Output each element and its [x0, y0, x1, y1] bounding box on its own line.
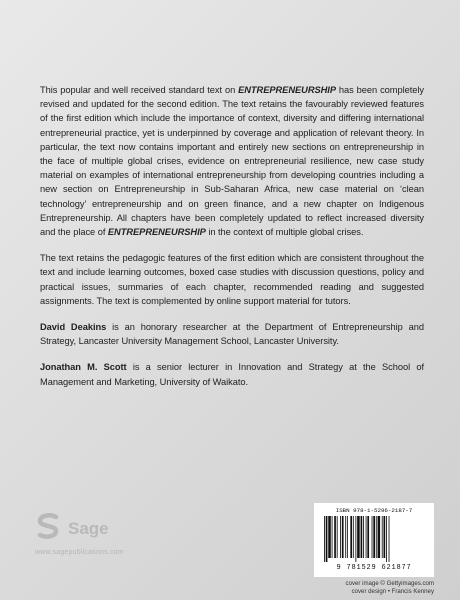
publisher-logo	[34, 512, 109, 545]
author-bio	[40, 320, 424, 348]
barcode-bar	[340, 516, 341, 558]
publisher-name: Sage	[68, 518, 109, 538]
author-bio-text: is a senior lecturer in Innovation and Strategy at the School of Management and Marketing, University of Waikato.	[40, 362, 424, 387]
barcode-bar	[386, 516, 387, 562]
blurb-text: has been completely revised and updated for the second edition. The text retains the favourably reviewed features of the first edition which include the importance of context, diversity and differing international entrepreneurial practice, yet is underpinned by coverage and application of relevant theory. In particular, the text now contains important and entirely new sections on entrepreneurship in the face of multiple global crises, evidence on entrepreneurial resilience, new case study material on examples of international entrepreneurship from developing countries including a new section on Entrepreneurship in Sub-Saharan Africa, new case material on ‘clean technology’ entrepreneurship and on green finance, and a new chapter on Indigenous Entrepreneurship. All chapters have been completely updated to reflect increased diversity and the place of	[40, 85, 425, 238]
isbn-barcode	[314, 503, 434, 577]
barcode-bar	[389, 516, 390, 562]
barcode-bar	[353, 516, 354, 558]
barcode-bar	[361, 516, 363, 558]
barcode-bar	[382, 516, 383, 558]
blurb-paragraph-2: The text retains the pedagogic features of the first edition which are consistent throughout the text and include learning outcomes, boxed case studies with discussion questions, policy and practical issues, summaries of each chapter, recommended reading and suggested assignments. The text is complemented by online support material for tutors.	[40, 253, 424, 306]
barcode-bar	[345, 516, 346, 558]
barcode-bars	[324, 516, 424, 562]
emphasis-title: ENTREPRENEURSHIP	[238, 85, 336, 95]
barcode-bar	[324, 516, 325, 562]
cover-credits	[346, 580, 434, 596]
barcode-bar	[337, 516, 338, 558]
barcode-bar	[334, 516, 336, 558]
author-bio	[40, 360, 424, 388]
isbn-label: ISBN 978-1-5296-2187-7	[335, 507, 413, 514]
barcode-bar	[342, 516, 344, 558]
emphasis-title: ENTREPRENEURSHIP	[107, 227, 206, 238]
barcode-bar	[355, 516, 356, 562]
barcode-bar	[326, 516, 328, 562]
blurb-paragraph-1	[40, 83, 424, 239]
barcode-bar	[367, 516, 369, 558]
barcode-bar	[373, 516, 375, 558]
barcode-bar	[378, 516, 381, 558]
barcode-bar	[376, 516, 377, 558]
barcode-bar	[328, 516, 331, 558]
blurb-text: This popular and well received standard text on	[40, 85, 239, 95]
barcode-bar	[366, 516, 367, 558]
barcode-bar	[363, 516, 364, 558]
cover-design-credit: cover design • Francis Kenney	[351, 588, 434, 595]
barcode-bar	[350, 516, 352, 558]
barcode-bar	[357, 516, 360, 558]
author-bio-text: is an honorary researcher at the Department of Entrepreneurship and Strategy, Lancaster University Management School, Lancaster University.	[40, 322, 424, 347]
barcode-bar	[347, 516, 348, 558]
blurb-text: in the context of multiple global crises.	[205, 227, 364, 238]
author-name: Jonathan M. Scott	[40, 362, 127, 373]
cover-image-credit: cover image © Gettyimages.com	[345, 580, 434, 587]
barcode-bar	[372, 516, 373, 558]
barcode-bar	[384, 516, 386, 558]
back-cover-text	[40, 83, 424, 401]
author-name: David Deakins	[40, 322, 107, 333]
barcode-bar	[332, 516, 333, 558]
sage-logo-icon	[34, 512, 62, 545]
isbn-digits: 9 781529 621877	[336, 564, 412, 572]
publisher-url: www.sagepublications.com	[35, 549, 124, 556]
